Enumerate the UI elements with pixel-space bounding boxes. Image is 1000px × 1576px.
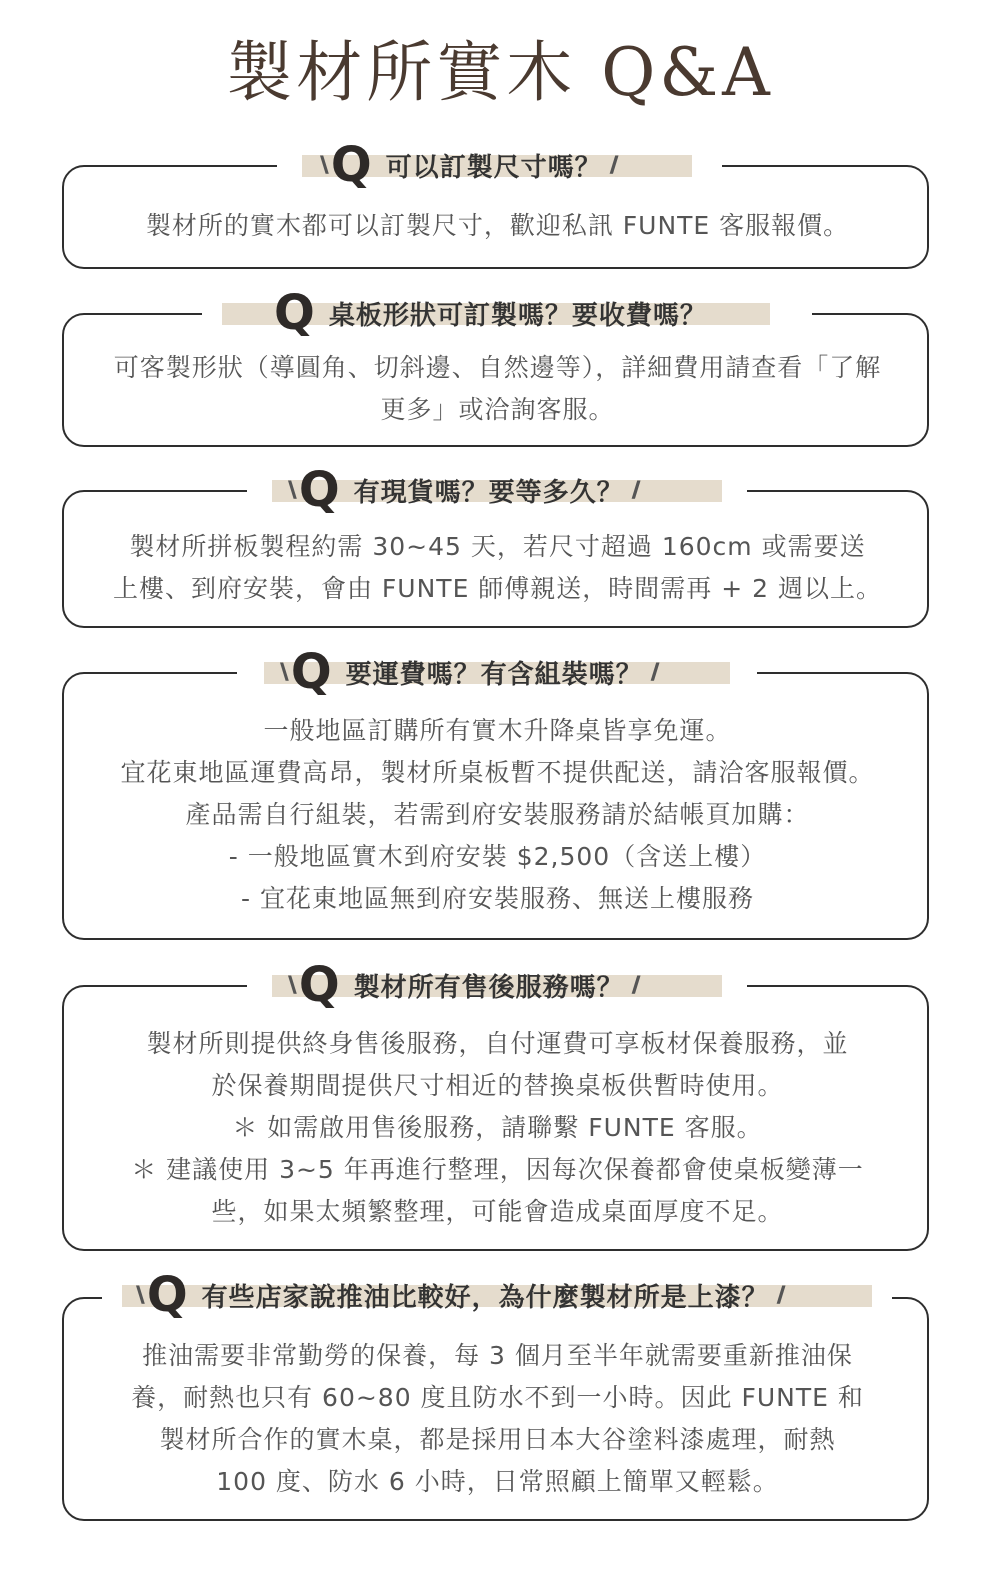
question-text: 有些店家說推油比較好，為什麼製材所是上漆？ xyxy=(201,1282,769,1313)
slash-decoration-left: \\ xyxy=(280,659,283,685)
answer-text: 製材所拼板製程約需 30~45 天，若尺寸超過 160cm 或需要送 上樓、到府安裝，會由 FUNTE 師傅親送，時間需再 + 2 週以上。 xyxy=(112,532,883,603)
question-text: 製材所有售後服務嗎？ xyxy=(353,972,624,1003)
slash-decoration-left: \\ xyxy=(288,972,291,998)
answer-text: 製材所則提供終身售後服務，自付運費可享板材保養服務，並 於保養期間提供尺寸相近的替換桌板供暫時使用。 ＊ 如需啟用售後服務，請聯繫 FUNTE 客服。 ＊ 建議使用 3~5 年再進行整理，因每次保養都會使桌板變薄一 些，如果太頻繁整理，可能會造成桌面厚度不足。 xyxy=(131,1029,864,1226)
q-mark-icon: Q xyxy=(330,137,372,193)
answer-text: 一般地區訂購所有實木升降桌皆享免運。 宜花東地區運費高昂，製材所桌板暫不提供配送，請洽客服報價。 產品需自行組裝，若需到府安裝服務請於結帳頁加購： - 一般地區實木到府安裝 $2,500（含送上樓） - 宜花東地區無到府安裝服務、無送上樓服務 xyxy=(120,716,875,913)
question-header xyxy=(62,642,933,702)
question-text: 有現貨嗎？要等多久？ xyxy=(353,477,624,508)
question-text: 桌板形狀可訂製嗎？要收費嗎？ xyxy=(328,300,707,331)
question-header xyxy=(62,135,933,195)
question-text: 可以訂製尺寸嗎？ xyxy=(385,152,602,183)
q-mark-icon: Q xyxy=(298,957,340,1013)
q-mark-icon: Q xyxy=(290,644,332,700)
question-header xyxy=(62,460,933,520)
question-header xyxy=(62,1265,933,1325)
q-mark-icon: Q xyxy=(298,462,340,518)
question-header xyxy=(62,283,933,343)
answer-text: 可客製形狀（導圓角、切斜邊、自然邊等），詳細費用請查看「了解 更多」或洽詢客服。 xyxy=(113,353,882,424)
q-mark-icon: Q xyxy=(146,1267,188,1323)
answer-text: 推油需要非常勤勞的保養，每 3 個月至半年就需要重新推油保 養，耐熱也只有 60~80 度且防水不到一小時。因此 FUNTE 和 製材所合作的實木桌，都是採用日本大谷塗料漆處理，耐熱 100 度、防水 6 小時，日常照顧上簡單又輕鬆。 xyxy=(131,1341,864,1496)
slash-decoration-left: \\ xyxy=(136,1282,139,1308)
q-mark-icon: Q xyxy=(274,285,315,341)
slash-decoration-right: // xyxy=(609,152,613,178)
slash-decoration-left: \\ xyxy=(320,152,323,178)
question-text: 要運費嗎？有含組裝嗎？ xyxy=(345,659,643,690)
question-header xyxy=(62,955,933,1015)
slash-decoration-right: // xyxy=(631,477,635,503)
slash-decoration-right: // xyxy=(776,1282,780,1308)
slash-decoration-right: // xyxy=(650,659,654,685)
slash-decoration-right: // xyxy=(631,972,635,998)
answer-text: 製材所的實木都可以訂製尺寸，歡迎私訊 FUNTE 客服報價。 xyxy=(145,211,850,240)
page-title: 製材所實木 Q&A xyxy=(226,34,774,111)
slash-decoration-left: \\ xyxy=(288,477,291,503)
